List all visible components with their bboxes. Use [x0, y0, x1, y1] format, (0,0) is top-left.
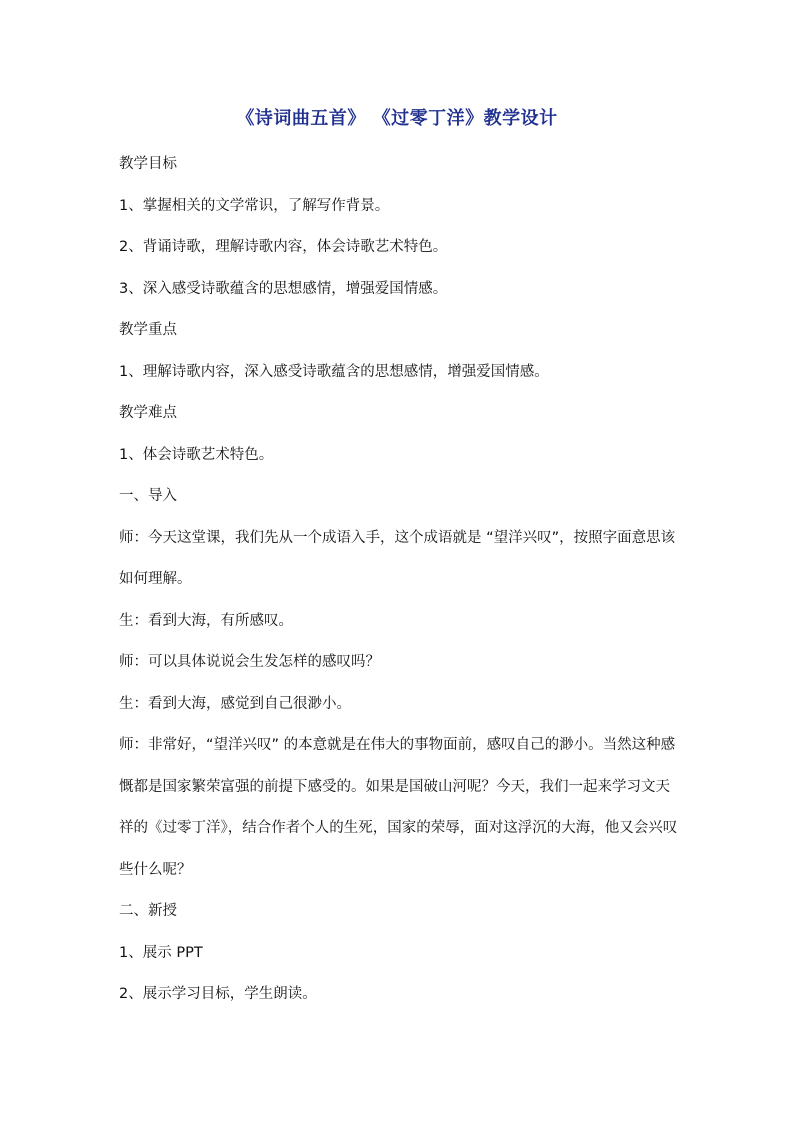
- document-body: [119, 144, 681, 1016]
- dialog-line-5: 师：非常好，“望洋兴叹” 的本意就是在伟大的事物面前，感叹自己的渺小。当然这种感慨都是国家繁荣富强的前提下感受的。如果是国破山河呢？今天，我们一起来学习文天祥的《过零丁洋》，结合作者个人的生死，国家的荣辱，面对这浮沉的大海，他又会兴叹些什么呢？: [119, 737, 678, 878]
- section-heading-key-points: 教学重点: [119, 322, 177, 338]
- new-lesson-item-2: 2、展示学习目标，学生朗读。: [119, 986, 317, 1002]
- section-heading-goals: 教学目标: [119, 156, 177, 172]
- section-heading-difficulties: 教学难点: [119, 405, 177, 421]
- dialog-line-2: 生：看到大海，有所感叹。: [119, 612, 293, 629]
- dialog-line-1: 师：今天这堂课，我们先从一个成语入手，这个成语就是 “望洋兴叹”，按照字面意思该如何理解。: [119, 529, 676, 587]
- section-heading-new-lesson: 二、新授: [119, 903, 177, 919]
- dialog-line-4: 生：看到大海，感觉到自己很渺小。: [119, 695, 351, 712]
- new-lesson-item-1: 1、展示 PPT: [119, 944, 203, 961]
- dialog-line-3: 师：可以具体说说会生发怎样的感叹吗？: [119, 654, 380, 670]
- goal-item-2: 2、背诵诗歌，理解诗歌内容，体会诗歌艺术特色。: [119, 239, 448, 255]
- goal-item-1: 1、掌握相关的文学常识，了解写作背景。: [119, 197, 390, 214]
- document-title: 《诗词曲五首》 《过零丁洋》教学设计: [236, 108, 558, 129]
- difficulty-item-1: 1、体会诗歌艺术特色。: [119, 446, 274, 463]
- key-point-item-1: 1、理解诗歌内容，深入感受诗歌蕴含的思想感情，增强爱国情感。: [119, 363, 549, 380]
- section-heading-introduction: 一、导入: [119, 488, 177, 504]
- goal-item-3: 3、深入感受诗歌蕴含的思想感情，增强爱国情感。: [119, 280, 448, 297]
